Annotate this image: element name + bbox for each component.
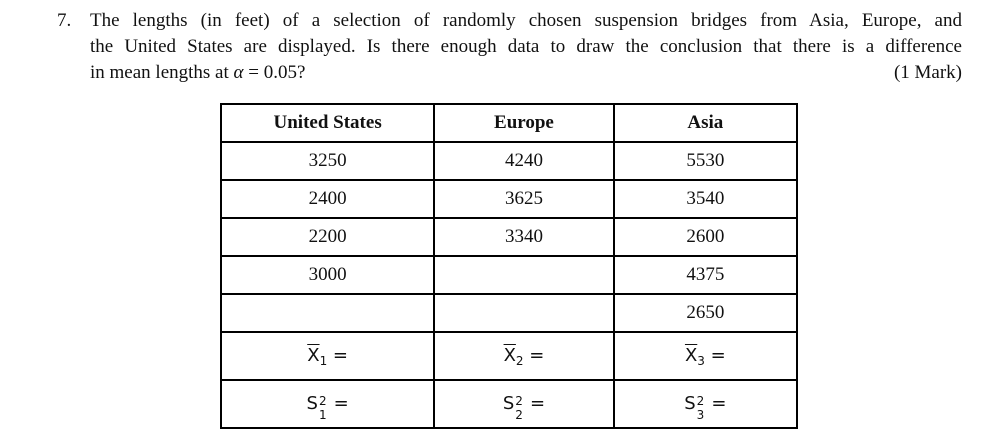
question-line-1: The lengths (in feet) of a selection of randomly chosen suspension bridges from Asia, Europe, and: [90, 10, 962, 31]
question-line-3: [90, 60, 962, 86]
question-text: [90, 8, 962, 86]
table-cell: 3625: [434, 180, 613, 218]
header-united-states: United States: [221, 104, 434, 142]
table-row: [221, 142, 797, 180]
variance-cell-united-states: S 2 1 =: [221, 380, 434, 428]
variance-cell-asia: S 2 3 =: [614, 380, 797, 428]
marks-label: (1 Mark): [893, 62, 962, 83]
table-cell: 2400: [221, 180, 434, 218]
table-cell: 3000: [221, 256, 434, 294]
table-row: [221, 180, 797, 218]
mean-row: [221, 332, 797, 380]
alpha-symbol: α: [233, 62, 244, 83]
table-cell: 4240: [434, 142, 613, 180]
question-line-2: the United States are displayed. Is there enough data to draw the conclusion that there is a difference: [90, 36, 962, 57]
bridge-lengths-table: [220, 103, 798, 429]
question-line-3-prefix: in mean lengths at: [90, 62, 234, 83]
table-cell: [221, 294, 434, 332]
table-row: [221, 218, 797, 256]
header-asia: Asia: [614, 104, 797, 142]
variance-row: [221, 380, 797, 428]
table-cell: 5530: [614, 142, 797, 180]
header-europe: Europe: [434, 104, 613, 142]
mean-cell-europe: $\overline{X}_2$ =: [434, 332, 613, 380]
table-cell: 3250: [221, 142, 434, 180]
question-line-3-suffix: = 0.05?: [243, 62, 306, 83]
mean-cell-asia: $\overline{X}_3$ =: [614, 332, 797, 380]
table-cell: [434, 294, 613, 332]
table-cell: 4375: [614, 256, 797, 294]
table-cell: 2600: [614, 218, 797, 256]
table-header-row: [221, 104, 797, 142]
table-cell: 3540: [614, 180, 797, 218]
table-cell: [434, 256, 613, 294]
table-cell: 2200: [221, 218, 434, 256]
table-row: [221, 294, 797, 332]
table-cell: 3340: [434, 218, 613, 256]
table-row: [221, 256, 797, 294]
variance-cell-europe: S 2 2 =: [434, 380, 613, 428]
mean-cell-united-states: $\overline{X}_1$ =: [221, 332, 434, 380]
question-number: 7.: [57, 10, 72, 31]
table-cell: 2650: [614, 294, 797, 332]
